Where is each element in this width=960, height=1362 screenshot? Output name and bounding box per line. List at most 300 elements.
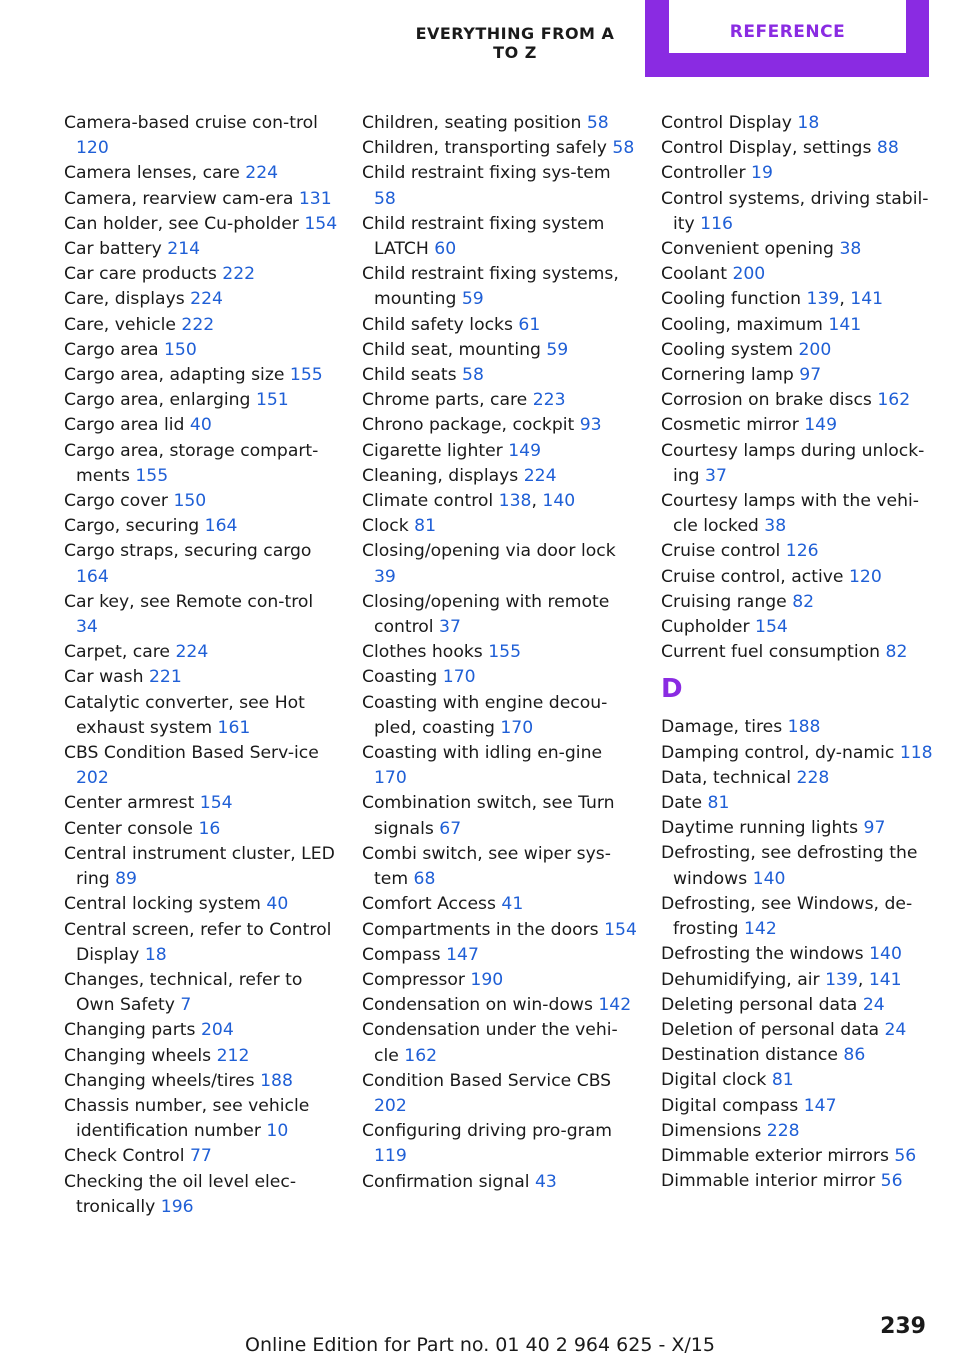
index-entry-text: Clothes hooks — [362, 642, 489, 663]
page-link[interactable]: 118 — [899, 742, 933, 763]
index-entry — [362, 1018, 637, 1068]
index-entry — [661, 1018, 936, 1043]
index-entry — [362, 665, 637, 690]
index-entry — [661, 413, 936, 438]
page-link[interactable]: 155 — [135, 465, 169, 486]
page-link[interactable]: 58 — [374, 188, 396, 209]
index-entry — [661, 993, 936, 1018]
reference-tab-inner — [669, 0, 906, 53]
page-link[interactable]: 39 — [374, 566, 396, 587]
page-link[interactable]: 142 — [744, 919, 777, 940]
page-link[interactable]: 147 — [446, 944, 479, 965]
index-entry — [64, 363, 339, 388]
index-entry — [362, 212, 637, 262]
index-entry — [64, 1144, 339, 1169]
index-entry — [64, 892, 339, 917]
index-entry-text: Condensation under the vehi-cle — [362, 1020, 618, 1066]
index-entry-text: Cruise control, active — [661, 566, 849, 587]
index-entry — [661, 136, 936, 161]
page-link[interactable]: 81 — [771, 1070, 794, 1091]
index-entry-text: Cleaning, displays — [362, 465, 524, 486]
page-link[interactable]: 59 — [461, 289, 484, 310]
index-entry-text: Combi switch, see wiper sys-tem — [362, 843, 611, 890]
index-entry — [64, 842, 339, 892]
page-link[interactable]: 140 — [869, 944, 902, 965]
page-link[interactable]: 214 — [167, 239, 201, 260]
page-link[interactable]: 18 — [797, 113, 820, 133]
page-link[interactable]: 81 — [707, 793, 730, 814]
index-entry-text: Cooling, maximum — [661, 314, 829, 335]
index-entry-text: Child seat, mounting — [362, 339, 547, 360]
index-entry — [64, 111, 339, 161]
page-link[interactable]: 155 — [488, 642, 522, 663]
page-link[interactable]: 223 — [532, 390, 566, 411]
index-entry-text: Changing wheels — [64, 1045, 217, 1066]
index-entry — [661, 816, 936, 841]
index-entry-text: Chrome parts, care — [362, 390, 533, 411]
index-entry — [661, 1169, 936, 1194]
page-link[interactable]: 228 — [796, 767, 830, 788]
index-column-2 — [362, 111, 637, 1195]
index-entry-text: Central locking system — [64, 894, 267, 915]
index-entry — [362, 741, 637, 791]
index-entry-text: Climate control — [362, 491, 499, 512]
index-entry — [661, 489, 936, 539]
index-entry-text: Dimmable interior mirror — [661, 1171, 881, 1192]
index-entry — [64, 287, 339, 312]
index-entry — [362, 1170, 637, 1195]
page-link[interactable]: 60 — [434, 239, 457, 260]
page-link[interactable]: 202 — [374, 1095, 407, 1116]
page-link[interactable]: 170 — [374, 768, 407, 789]
page-link[interactable]: 93 — [579, 415, 602, 436]
index-entry-text: Car key, see Remote con-trol — [64, 591, 314, 612]
index-entry-text: Car battery — [64, 239, 168, 260]
index-entry-text: Defrosting, see Windows, de-frosting — [661, 893, 913, 940]
page-link[interactable]: 138 — [498, 491, 532, 512]
page-link[interactable]: 119 — [374, 1146, 407, 1167]
index-entry — [661, 1144, 936, 1169]
index-entry: Dehumidifying, air 139, 141 — [661, 969, 902, 990]
index-entry-text: CBS Condition Based Serv-ice — [64, 743, 319, 764]
index-entry-text: Care, vehicle — [64, 314, 182, 335]
page-link[interactable]: 97 — [863, 818, 886, 839]
index-entry-text: Dimmable exterior mirrors — [661, 1145, 895, 1166]
index-entry-text: Coolant — [661, 264, 733, 285]
index-entry — [661, 539, 936, 564]
index-entry — [362, 464, 637, 489]
page-link[interactable]: 19 — [751, 163, 773, 184]
page-link[interactable]: 56 — [894, 1145, 917, 1166]
page-link[interactable]: 58 — [586, 113, 609, 133]
page-link[interactable]: 162 — [877, 390, 911, 411]
index-entry — [64, 665, 339, 690]
page-link[interactable]: 120 — [76, 138, 109, 159]
index-entry — [64, 1069, 339, 1094]
index-entry — [661, 942, 936, 967]
page-link[interactable]: 37 — [439, 617, 461, 638]
index-entry-text: Can holder, see Cu-pholder — [64, 213, 305, 234]
index-entry — [661, 338, 936, 363]
page-link[interactable]: 82 — [885, 642, 908, 663]
index-entry-text: Chrono package, cockpit — [362, 415, 580, 436]
reference-tab-label: REFERENCE — [729, 22, 846, 42]
page-link[interactable]: 150 — [173, 491, 207, 512]
index-entry-text: Cornering lamp — [661, 365, 800, 386]
page-link[interactable]: 142 — [598, 995, 632, 1016]
index-entry — [362, 791, 637, 841]
page-link[interactable]: 139 — [806, 289, 840, 310]
index-entry-text: Condition Based Service CBS — [362, 1070, 612, 1091]
page-link[interactable]: 56 — [880, 1171, 903, 1192]
index-entry-text: Child restraint fixing system LATCH — [362, 213, 605, 260]
index-entry — [64, 212, 339, 237]
index-entry-text: Cargo, securing — [64, 516, 205, 537]
section-title: EVERYTHING FROM A TO Z — [415, 24, 615, 62]
index-entry-text: Children, transporting safely — [362, 138, 613, 159]
page-link[interactable]: 224 — [175, 642, 209, 663]
index-entry — [362, 842, 637, 892]
index-entry — [64, 968, 339, 1018]
index-entry — [661, 1119, 936, 1144]
index-entry — [661, 892, 936, 942]
index-entry — [661, 590, 936, 615]
index-entry — [64, 313, 339, 338]
page-link[interactable]: 86 — [843, 1045, 866, 1066]
index-entry — [64, 338, 339, 363]
page-link[interactable]: 139 — [825, 969, 858, 990]
index-entry-text: Cruise control — [661, 541, 786, 562]
index-entry-text: Cigarette lighter — [362, 440, 509, 461]
index-entry — [362, 968, 637, 993]
index-entry-text: Comfort Access — [362, 894, 502, 915]
page-link[interactable]: 140 — [542, 491, 576, 512]
index-entry-text: Controller — [661, 163, 752, 184]
index-entry-text: Damage, tires — [661, 717, 788, 738]
index-entry-text: Checking the oil level elec-tronically — [64, 1171, 297, 1217]
index-entry-text: Compressor — [362, 969, 471, 990]
index-entry — [661, 313, 936, 338]
index-entry-text: Car care products — [64, 264, 223, 285]
page-link[interactable]: 59 — [546, 339, 569, 360]
index-entry-text: Deletion of personal data — [661, 1019, 885, 1040]
page-link[interactable]: 82 — [792, 591, 815, 612]
page-link[interactable]: 120 — [848, 566, 882, 587]
page-link[interactable]: 222 — [222, 264, 256, 285]
index-entry-text: Dimensions — [661, 1120, 767, 1141]
page-link[interactable]: 38 — [839, 239, 862, 260]
page-link[interactable]: 188 — [787, 717, 821, 738]
index-entry — [362, 363, 637, 388]
index-entry-text: Configuring driving pro-gram — [362, 1121, 612, 1142]
index-entry — [64, 388, 339, 413]
page-link[interactable]: 188 — [260, 1070, 293, 1091]
index-entry — [661, 766, 936, 791]
page-link[interactable]: 140 — [752, 868, 786, 889]
page-link[interactable]: 170 — [500, 717, 534, 738]
index-entry — [64, 237, 339, 262]
index-entry-text: Changing parts — [64, 1020, 201, 1041]
page-link[interactable]: 58 — [462, 365, 484, 386]
index-entry — [64, 691, 339, 741]
page-link[interactable]: 40 — [189, 415, 212, 436]
page-link[interactable]: 162 — [404, 1045, 438, 1066]
page-link[interactable]: 212 — [216, 1045, 250, 1066]
index-entry-text: Camera, rearview cam-era — [64, 188, 299, 209]
index-entry — [64, 489, 339, 514]
index-entry — [64, 413, 339, 438]
index-entry — [661, 715, 936, 740]
index-entry — [362, 161, 637, 211]
index-entry-text: Condensation on win-dows — [362, 995, 599, 1016]
index-entry-text: Closing/opening via door lock — [362, 541, 616, 562]
index-entry — [64, 187, 339, 212]
index-entry-text: Central instrument cluster, LED ring — [64, 843, 335, 890]
index-entry — [362, 514, 637, 539]
index-entry-text: Digital compass — [661, 1095, 804, 1116]
index-entry-text: Cargo area, adapting size — [64, 365, 290, 386]
index-entry-text: Cargo straps, securing cargo — [64, 541, 312, 562]
index-entry-text: Center console — [64, 818, 199, 839]
index-entry-text: Courtesy lamps with the vehi-cle locked — [661, 491, 919, 537]
index-entry — [362, 640, 637, 665]
index-entry-text: Cargo area, storage compart-ments — [64, 440, 319, 486]
index-entry-text: Cargo cover — [64, 491, 174, 512]
index-column-1 — [64, 111, 339, 1220]
index-entry-text: Care, displays — [64, 289, 191, 310]
index-entry-text: Camera-based cruise con-trol — [64, 113, 318, 133]
reference-tab[interactable] — [645, 0, 929, 77]
index-entry-text: Current fuel consumption — [661, 642, 886, 663]
page-link[interactable]: 224 — [190, 289, 223, 310]
page-link[interactable]: 141 — [850, 289, 884, 310]
index-entry-text: Destination distance — [661, 1045, 844, 1066]
index-entry — [362, 1069, 637, 1119]
index-entry — [362, 388, 637, 413]
index-entry — [661, 741, 936, 766]
page-link[interactable]: 43 — [534, 1171, 557, 1192]
index-entry-text: Combination switch, see Turn signals — [362, 793, 615, 839]
page-link[interactable]: 147 — [803, 1095, 837, 1116]
page-link[interactable]: 202 — [76, 768, 109, 789]
index-entry-text: Control Display — [661, 113, 798, 133]
index-entry-text: Cosmetic mirror — [661, 415, 805, 436]
page-link[interactable]: 97 — [799, 365, 822, 386]
page-link[interactable]: 16 — [198, 818, 221, 839]
index-entry-text: Data, technical — [661, 767, 797, 788]
index-entry — [64, 161, 339, 186]
index-entry-text: Changes, technical, refer to Own Safety — [64, 969, 303, 1016]
page-link[interactable]: 37 — [705, 465, 727, 486]
index-entry — [661, 1043, 936, 1068]
page-link[interactable]: 200 — [732, 264, 766, 285]
index-entry — [64, 1094, 339, 1144]
page-link[interactable]: 170 — [442, 667, 476, 688]
page-link[interactable]: 7 — [180, 995, 192, 1016]
index-entry — [661, 388, 936, 413]
page-link[interactable]: 24 — [862, 994, 885, 1015]
page-link[interactable]: 224 — [245, 163, 279, 184]
page-link[interactable]: 224 — [523, 465, 557, 486]
page-link[interactable]: 68 — [413, 869, 436, 890]
index-entry — [362, 892, 637, 917]
index-entry-text: Cooling function — [661, 289, 807, 310]
index-entry — [661, 791, 936, 816]
index-entry-text: Control Display, settings — [661, 138, 877, 159]
index-entry-text: Coasting — [362, 667, 443, 688]
page-number: 239 — [880, 1314, 926, 1339]
page-link[interactable]: 222 — [181, 314, 215, 335]
index-entry — [362, 313, 637, 338]
page-link[interactable]: 150 — [163, 339, 197, 360]
index-entry-text: Compass — [362, 944, 447, 965]
index-entry-text: Closing/opening with remote control — [362, 591, 610, 638]
index-entry-text: Cupholder — [661, 617, 756, 638]
index-entry — [64, 640, 339, 665]
index-entry-text: Deleting personal data — [661, 994, 863, 1015]
index-entry — [64, 262, 339, 287]
index-entry — [64, 590, 339, 640]
index-entry — [362, 338, 637, 363]
page-link[interactable]: 18 — [144, 944, 167, 965]
page-link[interactable]: 154 — [755, 617, 788, 638]
index-entry-text: Carpet, care — [64, 642, 176, 663]
index-entry-text: Corrosion on brake discs — [661, 390, 878, 411]
index-entry — [64, 514, 339, 539]
page-link[interactable]: 149 — [804, 415, 838, 436]
page-link[interactable]: 88 — [876, 138, 899, 159]
page-link[interactable]: 228 — [766, 1120, 800, 1141]
index-entry-text: Child seats — [362, 365, 463, 386]
index-entry — [362, 691, 637, 741]
page-link[interactable]: 221 — [148, 667, 182, 688]
index-entry — [661, 640, 936, 665]
index-entry-text: Defrosting, see defrosting the windows — [661, 843, 918, 889]
page-link[interactable]: 126 — [785, 541, 819, 562]
page-link[interactable]: 151 — [255, 390, 289, 411]
page-link[interactable]: 190 — [470, 969, 504, 990]
index-entry-text: Compartments in the doors — [362, 919, 605, 940]
index-entry — [661, 237, 936, 262]
page-link[interactable]: 131 — [298, 188, 332, 209]
page-link[interactable]: 164 — [76, 566, 109, 587]
index-entry — [64, 918, 339, 968]
page-link[interactable]: 41 — [501, 894, 524, 915]
index-entry — [362, 262, 637, 312]
index-entry — [661, 439, 936, 489]
index-entry-text: Child restraint fixing systems, mounting — [362, 264, 619, 310]
index-entry — [64, 1170, 339, 1220]
index-entry-text: Defrosting the windows — [661, 944, 870, 965]
page-link[interactable]: 116 — [700, 213, 733, 234]
index-entry — [661, 1068, 936, 1093]
index-entry — [661, 187, 936, 237]
index-entry — [64, 1044, 339, 1069]
page-link[interactable]: 200 — [798, 339, 832, 360]
index-entry-text: Date — [661, 793, 708, 814]
page-link[interactable]: 204 — [200, 1020, 234, 1041]
page-link[interactable]: 81 — [414, 516, 437, 537]
page-link[interactable]: 38 — [764, 516, 787, 537]
page-link[interactable]: 89 — [115, 869, 137, 890]
page-link[interactable]: 154 — [199, 793, 233, 814]
index-entry-text: Cargo area, enlarging — [64, 390, 256, 411]
index-entry — [661, 615, 936, 640]
page-link[interactable]: 141 — [828, 314, 862, 335]
index-entry — [362, 993, 637, 1018]
index-entry-text: Camera lenses, care — [64, 163, 246, 184]
index-entry-text: Car wash — [64, 667, 149, 688]
index-entry-text: Damping control, dy-namic — [661, 742, 900, 763]
index-entry-text: Catalytic converter, see Hot exhaust system — [64, 692, 305, 738]
index-entry — [362, 111, 637, 136]
section-letter: D — [661, 674, 683, 705]
page-link[interactable]: 40 — [266, 894, 289, 915]
page-link[interactable]: 61 — [518, 314, 541, 335]
page-link[interactable]: 141 — [868, 969, 902, 990]
index-entry-text: Control systems, driving stabil-ity — [661, 188, 929, 234]
page-link[interactable]: 196 — [160, 1196, 194, 1217]
index-entry-text: Daytime running lights — [661, 818, 864, 839]
index-entry — [661, 262, 936, 287]
page-link[interactable]: 67 — [439, 818, 462, 839]
index-entry-text: Children, seating position — [362, 113, 587, 133]
index-entry: Cooling function 139, 141 — [661, 289, 884, 310]
index-entry — [64, 1018, 339, 1043]
page-link[interactable]: 154 — [304, 213, 338, 234]
page-link[interactable]: 10 — [266, 1121, 289, 1142]
index-entry — [661, 565, 936, 590]
index-entry — [661, 363, 936, 388]
page-link[interactable]: 155 — [289, 365, 323, 386]
index-entry-text: Coasting with idling en-gine — [362, 743, 603, 764]
page-link[interactable]: 154 — [604, 919, 637, 940]
index-entry — [362, 590, 637, 640]
index-entry — [64, 791, 339, 816]
index-entry — [362, 943, 637, 968]
index-entry — [64, 539, 339, 589]
index-entry — [661, 841, 936, 891]
page-link[interactable]: 149 — [508, 440, 542, 461]
page-link[interactable]: 58 — [612, 138, 635, 159]
index-entry-text: Chassis number, see vehicle identification number — [64, 1095, 310, 1142]
index-entry-text: Changing wheels/tires — [64, 1070, 261, 1091]
index-entry-text: Dehumidifying, air — [661, 969, 826, 990]
index-entry — [64, 439, 339, 489]
index-entry-text: Clock — [362, 516, 415, 537]
index-entry — [64, 817, 339, 842]
index-entry-text: Cargo area — [64, 339, 164, 360]
page-link[interactable]: 34 — [76, 617, 98, 638]
index-entry-text: Convenient opening — [661, 239, 840, 260]
page-link[interactable]: 164 — [204, 516, 238, 537]
index-column-3 — [661, 111, 936, 1194]
index-entry-text: Courtesy lamps during unlock-ing — [661, 440, 925, 486]
page-link[interactable]: 24 — [884, 1019, 907, 1040]
index-entry — [362, 1119, 637, 1169]
index-entry-text: Coasting with engine decou-pled, coasting — [362, 692, 608, 738]
index-entry-text: Check Control — [64, 1146, 190, 1167]
index-entry — [64, 741, 339, 791]
index-entry — [362, 918, 637, 943]
index-entry-text: Center armrest — [64, 793, 200, 814]
footer-edition: Online Edition for Part no. 01 40 2 964 625 - X/15 — [245, 1334, 715, 1356]
index-entry-text: Confirmation signal — [362, 1171, 535, 1192]
page-link[interactable]: 161 — [217, 717, 251, 738]
index-entry — [362, 413, 637, 438]
page-link[interactable]: 77 — [189, 1146, 212, 1167]
index-entry-text: Cooling system — [661, 339, 799, 360]
